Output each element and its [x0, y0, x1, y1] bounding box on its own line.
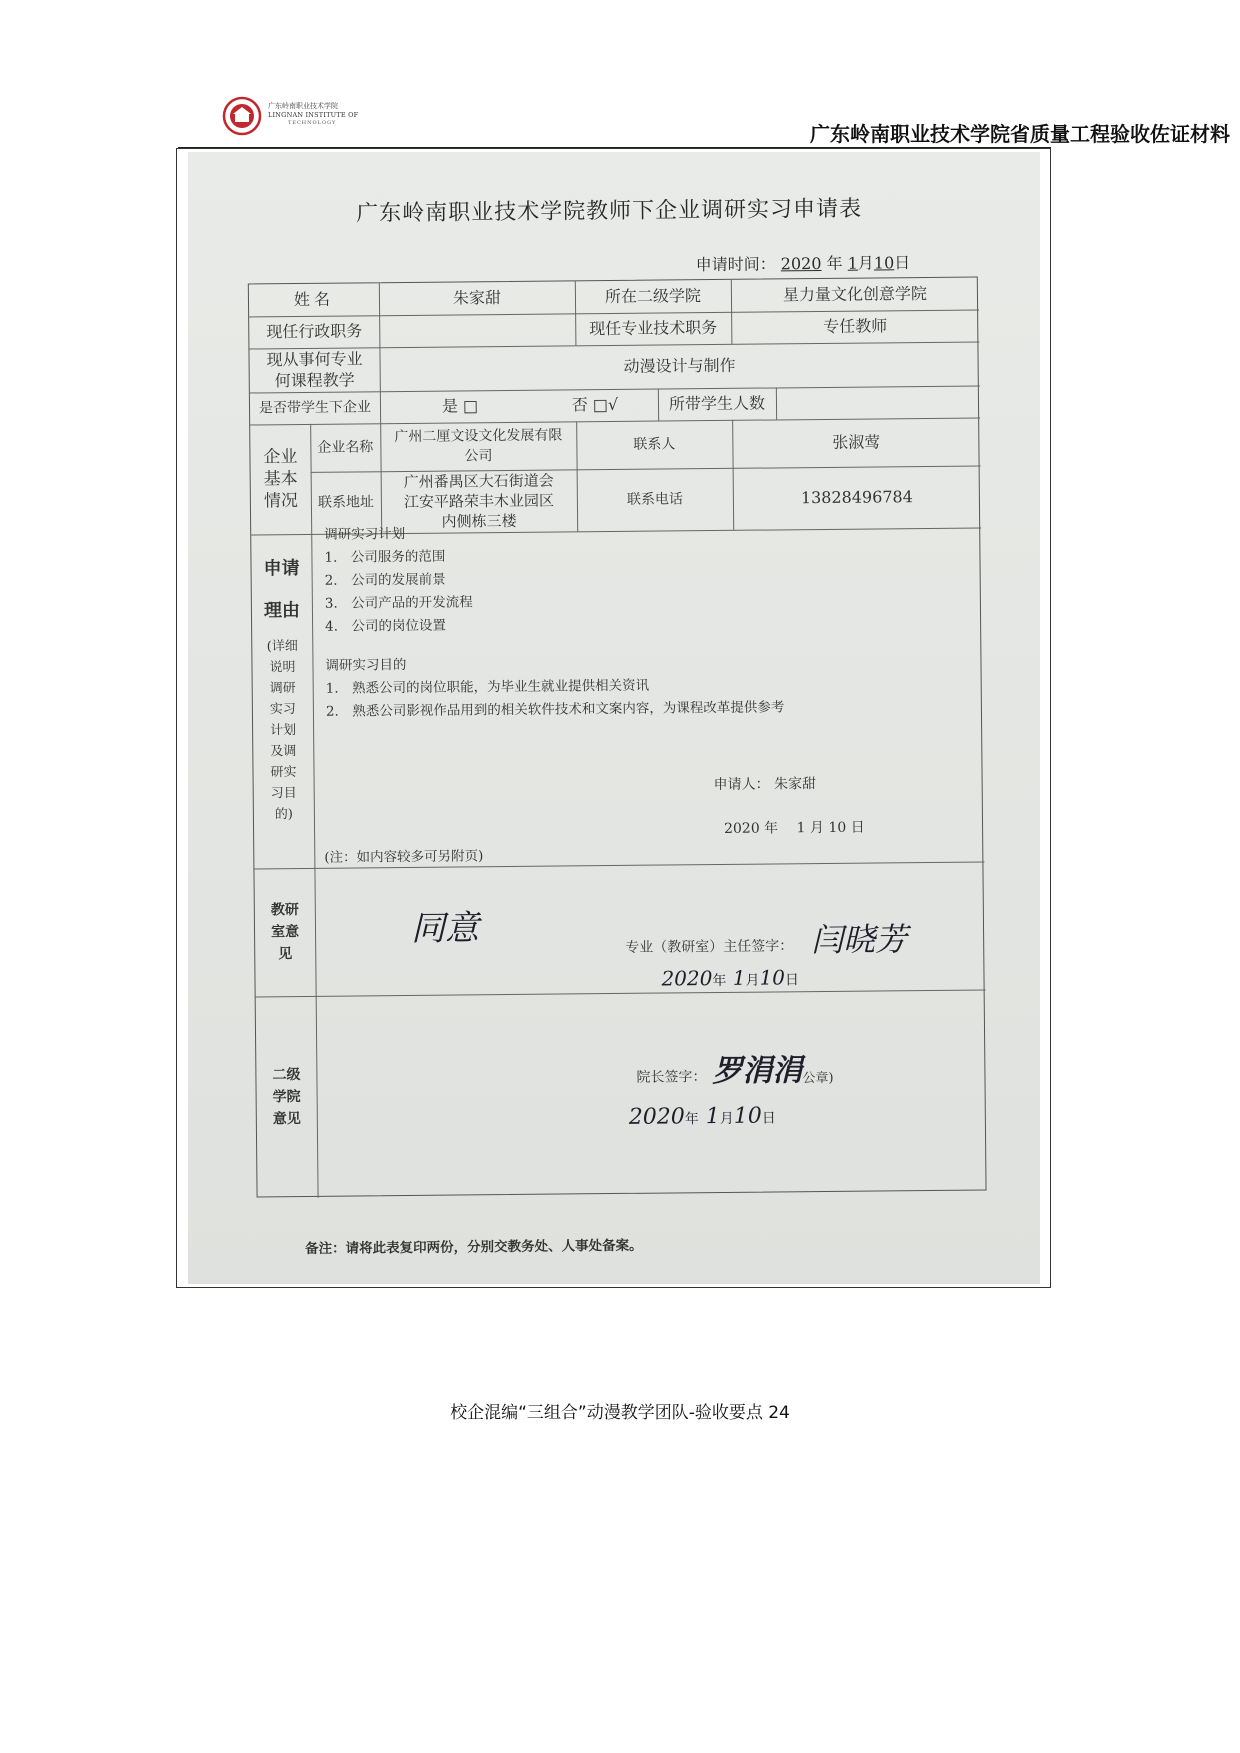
college-label-line: 学院	[272, 1089, 301, 1106]
institute-logo	[222, 96, 362, 136]
college-date-year: 2020	[628, 1104, 685, 1130]
office-date-year: 2020	[661, 966, 713, 991]
goal-item: 2. 熟悉公司影视作品用到的相关软件技术和文案内容，为课程改革提供参考	[325, 699, 785, 720]
address-label: 联系地址	[317, 494, 374, 511]
company-name-line: 广州二厘文设文化发展有限	[394, 427, 563, 446]
company-section-line: 基本	[263, 469, 298, 490]
tech-post-value: 专任教师	[823, 315, 888, 336]
page-header-title: 广东岭南职业技术学院省质量工程验收佐证材料	[810, 122, 1230, 146]
page-footer: 校企混编“三组合”动漫教学团队-验收要点 24	[450, 1403, 790, 1423]
office-year-unit: 年	[712, 972, 727, 990]
plan-item: 4. 公司的岗位设置	[325, 617, 447, 635]
applicant	[714, 773, 817, 794]
office-opinion-handwriting: 同意	[410, 908, 480, 949]
plan-title: 调研实习计划	[324, 525, 406, 543]
company-name-line: 公司	[464, 448, 493, 465]
company-name-value	[380, 421, 576, 471]
reason-note-line: 及调	[270, 744, 297, 760]
reason-section-label	[251, 554, 314, 826]
month-unit: 月	[857, 253, 874, 273]
plan-item: 1. 公司服务的范围	[324, 548, 446, 566]
apply-time	[696, 250, 911, 275]
contact-value: 张淑莺	[832, 432, 881, 452]
office-date-day: 10	[759, 965, 786, 990]
dean-sign-label: 院长签字：	[636, 1069, 707, 1086]
extra-note: (注：如内容较多可另附页)	[324, 848, 484, 866]
yes-option: 是 □	[441, 395, 479, 416]
name-value: 朱家甜	[452, 287, 502, 308]
college-value: 星力量文化创意学院	[782, 283, 928, 304]
reason-label-line: 申请	[263, 558, 300, 580]
student-count-value	[776, 385, 980, 419]
reason-note-line: 实习	[269, 702, 296, 718]
office-sign-label: 专业（教研室）主任签字：	[625, 938, 794, 956]
college-label-line: 二级	[272, 1067, 301, 1084]
applicant-label: 申请人：	[713, 776, 770, 794]
phone-label: 联系电话	[626, 491, 683, 508]
logo-en-text-2: TECHNOLOGY	[288, 120, 337, 126]
goal-title: 调研实习目的	[325, 656, 407, 674]
no-option: 否 □√	[571, 394, 619, 414]
course-label-line: 现从事何专业	[266, 349, 363, 370]
apply-year: 2020	[780, 253, 822, 274]
dean-signature: 罗涓涓	[712, 1053, 803, 1090]
company-section-label	[250, 424, 311, 535]
reason-note-line: (详细	[266, 639, 298, 655]
college-opinion-label	[256, 996, 318, 1199]
college-label-line: 意见	[272, 1111, 301, 1128]
form-footnote: 备注：请将此表复印两份，分别交教务处、人事处备案。	[305, 1237, 643, 1257]
form-photo	[188, 152, 1040, 1284]
reason-note-line: 的)	[274, 807, 294, 823]
reason-date: 2020 年 1 月 10 日	[723, 819, 865, 837]
course-label	[249, 347, 379, 392]
course-value: 动漫设计与制作	[623, 355, 736, 376]
apply-time-label: 申请时间：	[695, 254, 776, 275]
course-label-line: 何课程教学	[274, 370, 355, 391]
address-line: 广州番禺区大石街道会	[403, 471, 554, 492]
office-day-unit: 日	[784, 972, 800, 989]
college-date-day: 10	[733, 1103, 762, 1129]
company-name-label: 企业名称	[317, 439, 374, 456]
company-section-line: 情况	[263, 491, 298, 512]
row-line	[256, 989, 986, 997]
name-label: 姓名	[293, 289, 335, 309]
apply-day: 10	[873, 253, 895, 273]
contact-label: 联系人	[633, 436, 676, 453]
address-line: 内侧栋三楼	[441, 511, 517, 531]
company-section-line: 企业	[263, 447, 298, 468]
college-day-unit: 日	[761, 1110, 776, 1127]
institute-seal-icon	[222, 96, 262, 136]
address-line: 江安平路荣丰木业园区	[403, 491, 554, 512]
reason-note	[252, 636, 314, 826]
phone-value: 13828496784	[800, 486, 913, 507]
apply-month: 1	[847, 253, 858, 273]
college-label: 所在二级学院	[604, 285, 702, 306]
office-signature: 闫晓芳	[810, 920, 908, 960]
plan-item: 2. 公司的发展前景	[324, 571, 446, 589]
office-label-line: 教研	[270, 902, 299, 919]
form-title: 广东岭南职业技术学院教师下企业调研实习申请表	[356, 196, 863, 227]
goal-item: 1. 熟悉公司的岗位职能，为毕业生就业提供相关资讯	[325, 677, 650, 697]
reason-label-line: 理由	[263, 600, 301, 622]
reason-content	[324, 519, 784, 723]
seal-suffix: 公章)	[802, 1070, 834, 1087]
year-unit: 年	[826, 253, 843, 273]
admin-post-label: 现任行政职务	[266, 320, 363, 341]
office-label-line: 室意	[270, 924, 300, 941]
office-label	[254, 868, 315, 997]
applicant-value: 朱家甜	[774, 776, 817, 793]
reason-note-line: 计划	[270, 723, 297, 739]
logo-cn-text: 广东岭南职业技术学院	[268, 102, 338, 110]
admin-post-value	[379, 313, 575, 347]
reason-note-line: 调研	[269, 681, 296, 697]
application-table	[248, 276, 987, 1197]
college-date-handwriting	[629, 1103, 776, 1129]
office-date-handwriting	[661, 965, 799, 990]
day-unit: 日	[894, 253, 911, 273]
tech-post-label: 现任专业技术职务	[589, 317, 718, 338]
office-label-line: 见	[278, 946, 293, 963]
college-month-unit: 月	[719, 1110, 734, 1128]
reason-note-line: 习目	[270, 786, 297, 802]
reason-note-line: 说明	[269, 660, 296, 676]
college-year-unit: 年	[684, 1111, 699, 1128]
office-month-unit: 月	[745, 972, 760, 989]
plan-item: 3. 公司产品的开发流程	[324, 594, 473, 612]
logo-en-text: LINGNAN INSTITUTE OF	[268, 111, 359, 119]
bring-students-label: 是否带学生下企业	[258, 399, 372, 417]
reason-note-line: 研实	[270, 765, 297, 781]
college-date-month: 1	[705, 1104, 720, 1130]
student-count-label: 所带学生人数	[668, 393, 766, 414]
office-date-month: 1	[732, 965, 746, 990]
